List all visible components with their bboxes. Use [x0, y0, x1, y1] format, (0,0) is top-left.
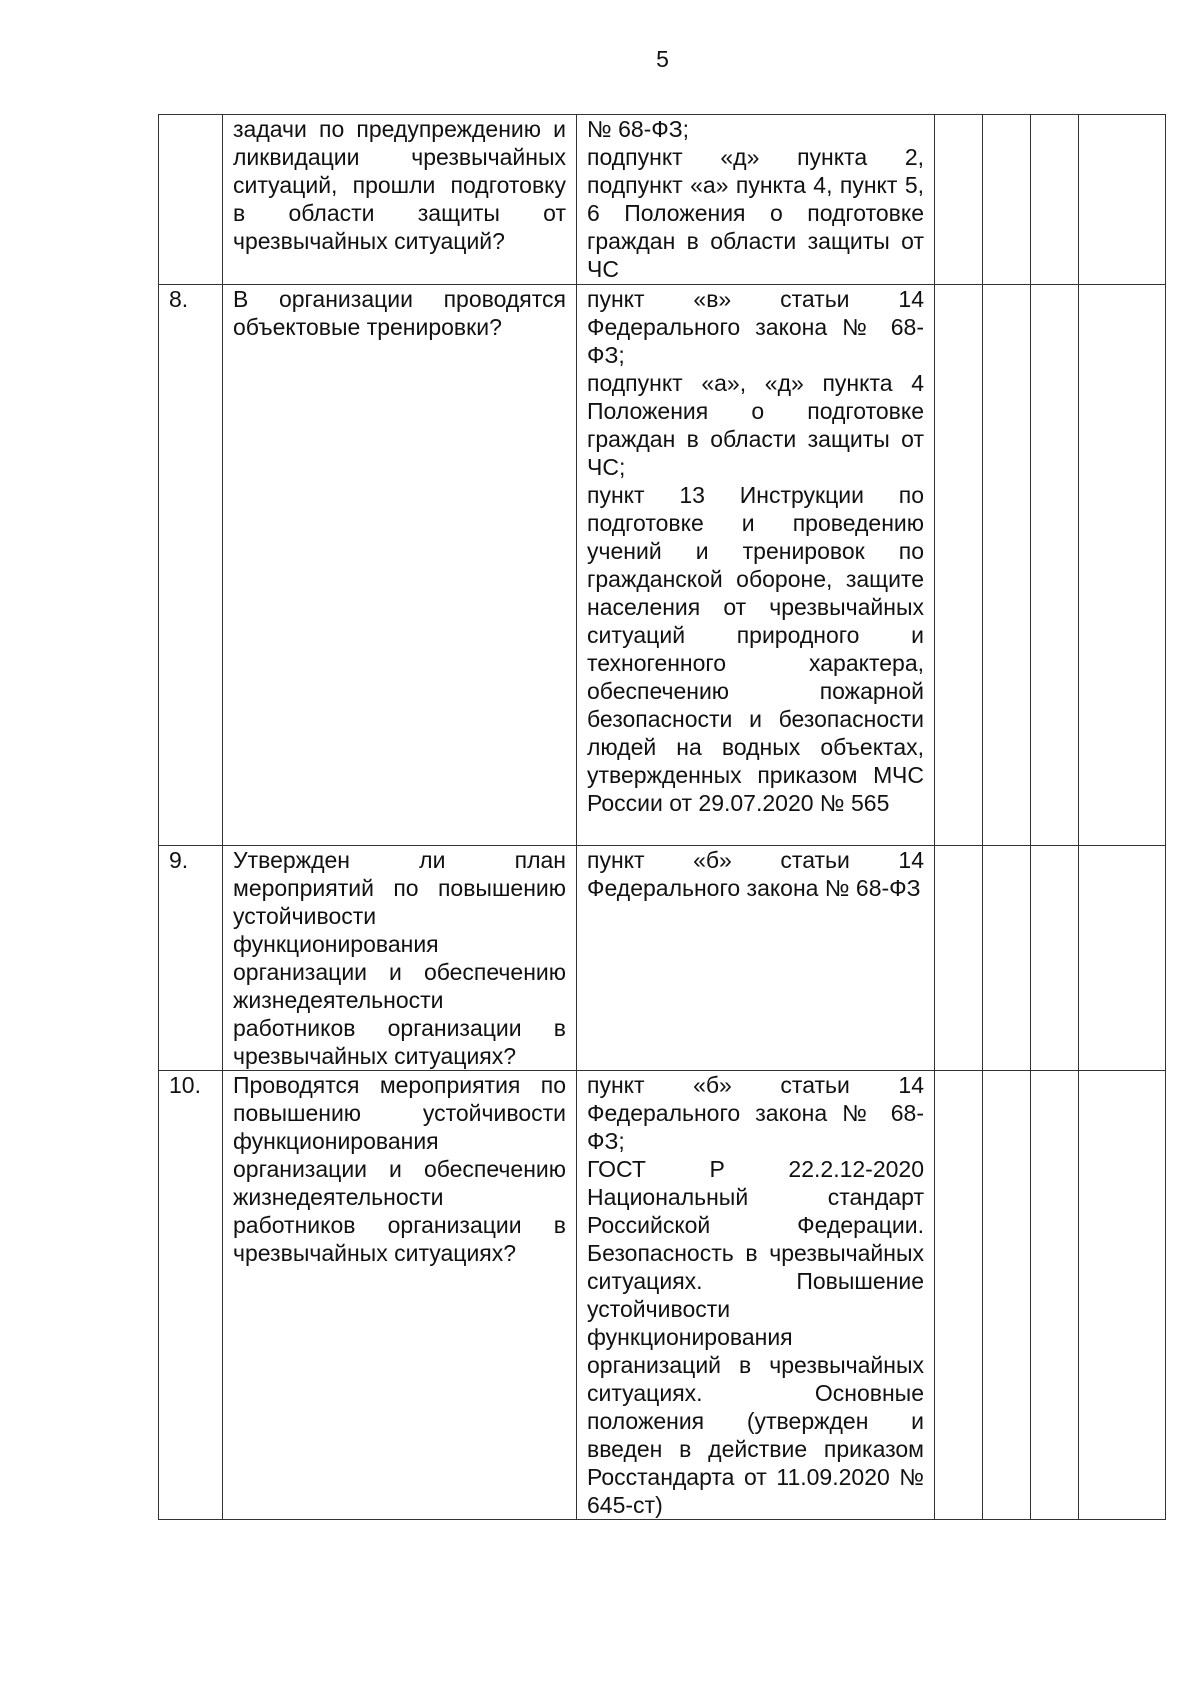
- legal-basis-paragraph: № 68-ФЗ;: [587, 116, 690, 142]
- note-cell: [1079, 285, 1166, 846]
- table-row: [159, 1071, 1166, 1520]
- legal-basis-paragraph: подпункт «д» пункта 2, подпункт «а» пункта 4, пункт 5, 6 Положения о подготовке граждан в области защиты от ЧС: [587, 144, 924, 282]
- note-cell: [1079, 846, 1166, 1071]
- legal-basis-cell: [577, 846, 935, 1071]
- row-number: [159, 115, 223, 285]
- answer-cell: [935, 285, 983, 846]
- answer-cell: [983, 1071, 1031, 1520]
- note-cell: [1079, 1071, 1166, 1520]
- legal-basis-cell: [577, 115, 935, 285]
- legal-basis-paragraph: ГОСТ Р 22.2.12-2020 Национальный стандарт Российской Федерации. Безопасность в чрезвычайных ситуациях. Повышение устойчивости функционирования организаций в чрезвычайных ситуациях. Основные положения (утвержден и введен в действие приказом Росстандарта от 11.09.2020 № 645-ст): [587, 1156, 924, 1518]
- row-number: 10.: [159, 1071, 223, 1520]
- note-cell: [1079, 115, 1166, 285]
- table-row: [159, 115, 1166, 285]
- legal-basis-cell: [577, 1071, 935, 1520]
- answer-cell: [1031, 285, 1079, 846]
- table-row: [159, 846, 1166, 1071]
- answer-cell: [935, 115, 983, 285]
- legal-basis-paragraph: подпункт «а», «д» пункта 4 Положения о подготовке граждан в области защиты от ЧС;: [587, 370, 924, 480]
- page-number: 5: [656, 46, 669, 72]
- legal-basis-paragraph: пункт «б» статьи 14 Федерального закона № 68-ФЗ: [587, 847, 924, 901]
- answer-cell: [983, 846, 1031, 1071]
- question-cell: В организации проводятся объектовые тренировки?: [223, 285, 577, 846]
- answer-cell: [935, 1071, 983, 1520]
- answer-cell: [1031, 846, 1079, 1071]
- answer-cell: [983, 115, 1031, 285]
- question-cell: Утвержден ли план мероприятий по повышению устойчивости функционирования организации и обеспечению жизнедеятельности работников организации в чрезвычайных ситуациях?: [223, 846, 577, 1071]
- legal-basis-paragraph: пункт «б» статьи 14 Федерального закона № 68-ФЗ;: [587, 1072, 924, 1154]
- answer-cell: [983, 285, 1031, 846]
- legal-basis-paragraph: пункт 13 Инструкции по подготовке и проведению учений и тренировок по гражданской обороне, защите населения от чрезвычайных ситуаций природного и техногенного характера, обеспечению пожарной безопасности и безопасности людей на водных объектах, утвержденных приказом МЧС России от 29.07.2020 № 565: [587, 482, 924, 816]
- legal-basis-paragraph: пункт «в» статьи 14 Федерального закона № 68-ФЗ;: [587, 286, 924, 368]
- question-cell: Проводятся мероприятия по повышению устойчивости функционирования организации и обеспечению жизнедеятельности работников организации в чрезвычайных ситуациях?: [223, 1071, 577, 1520]
- legal-basis-cell: [577, 285, 935, 846]
- question-cell: задачи по предупреждению и ликвидации чрезвычайных ситуаций, прошли подготовку в области защиты от чрезвычайных ситуаций?: [223, 115, 577, 285]
- row-number: 8.: [159, 285, 223, 846]
- checklist-table: [158, 114, 1166, 1520]
- row-number: 9.: [159, 846, 223, 1071]
- answer-cell: [1031, 1071, 1079, 1520]
- answer-cell: [935, 846, 983, 1071]
- table-row: [159, 285, 1166, 846]
- answer-cell: [1031, 115, 1079, 285]
